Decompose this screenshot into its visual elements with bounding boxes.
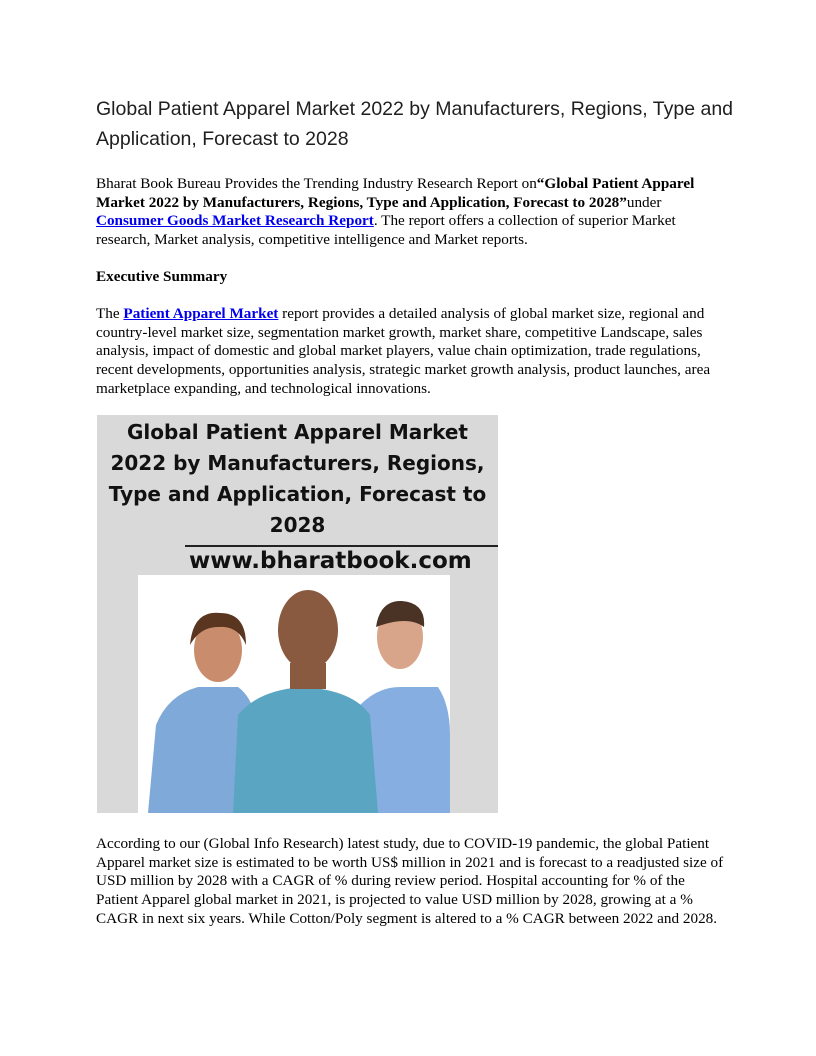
exec-the: The xyxy=(96,305,124,322)
intro-lead: Bharat Book Bureau Provides the Trending Industry Research Report on xyxy=(96,175,537,192)
consumer-goods-link[interactable]: Consumer Goods Market Research Report xyxy=(96,212,374,230)
cover-image xyxy=(97,415,498,813)
cover-divider xyxy=(185,545,498,547)
page-title: Global Patient Apparel Market 2022 by Manufacturers, Regions, Type and Application, Forecast to 2028 xyxy=(96,98,734,150)
exec-tail: report provides a detailed analysis of global market size, regional and country-level market size, segmentation market growth, market share, competitive Landscape, sales analysis, impact of domestic and global market players, value chain optimization, trade regulations, recent developments, opportunities analysis, strategic market growth analysis, product launches, area marketplace expanding, and technological innovations. xyxy=(96,305,711,397)
cover-title: Global Patient Apparel Market 2022 by Manufacturers, Regions, Type and Application, Forecast to 2028 xyxy=(108,420,487,537)
cover-url: www.bharatbook.com xyxy=(189,548,472,574)
patients-illustration xyxy=(138,575,450,813)
intro-paragraph xyxy=(96,175,726,250)
intro-tail: . The report offers a collection of superior Market research, Market analysis, competitive intelligence and Market reports. xyxy=(96,212,676,249)
patients-photo xyxy=(138,575,450,813)
executive-summary-heading: Executive Summary xyxy=(96,268,228,285)
patient-apparel-market-link[interactable]: Patient Apparel Market xyxy=(123,305,279,322)
executive-summary-paragraph xyxy=(96,305,726,399)
study-paragraph: According to our (Global Info Research) latest study, due to COVID-19 pandemic, the global Patient Apparel market size is estimated to be worth US$ million in 2021 and is forecast to a readjusted size of USD million by 2028 with a CAGR of % during review period. Hospital accounting for % of the Patient Apparel global market in 2021, is projected to value USD million by 2028, growing at a % CAGR in next six years. While Cotton/Poly segment is altered to a % CAGR between 2022 and 2028. xyxy=(96,835,724,927)
intro-under: under xyxy=(626,193,662,211)
report-title-bold: “Global Patient Apparel Market 2022 by Manufacturers, Regions, Type and Application, Forecast to 2028” xyxy=(96,175,695,211)
